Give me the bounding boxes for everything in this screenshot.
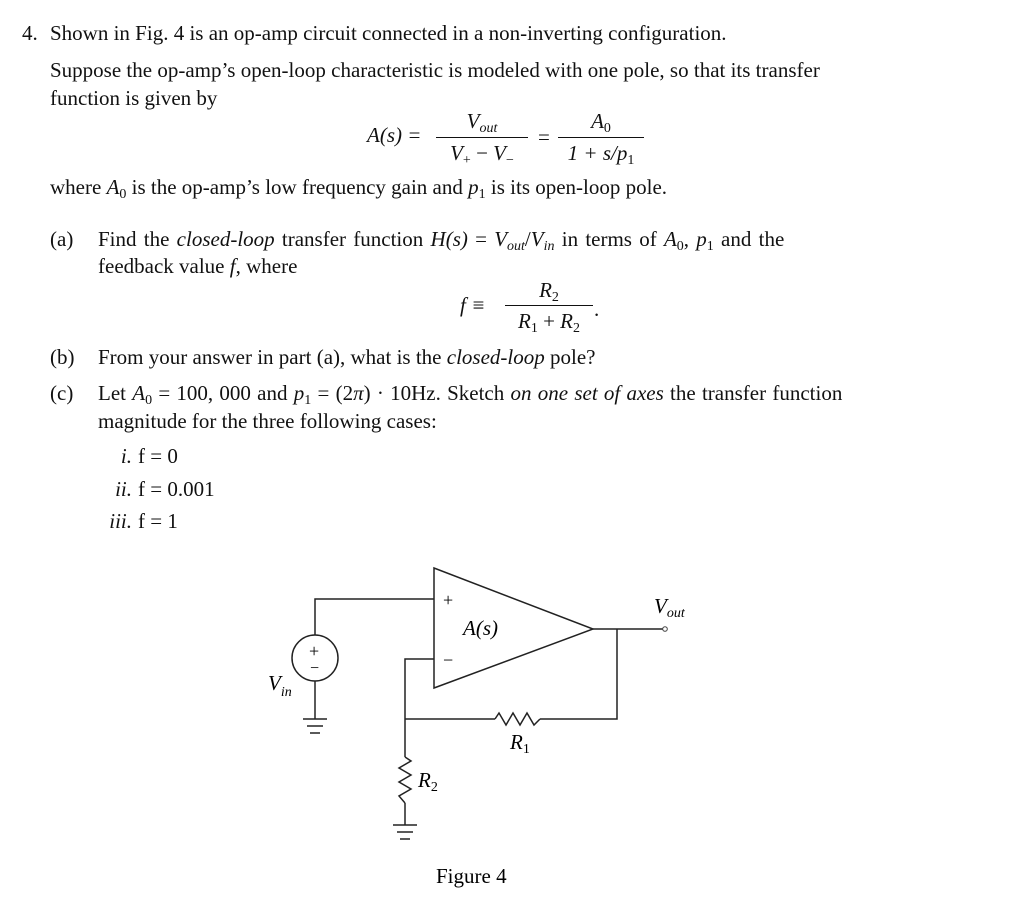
subscript: 1: [627, 153, 635, 168]
emphasis: closed-loop: [446, 345, 545, 369]
subscript: 0: [119, 187, 127, 202]
case-text: f = 0: [138, 444, 178, 468]
part-a-label: (a): [50, 227, 74, 251]
text: in terms of: [554, 227, 664, 251]
operator: −: [470, 141, 494, 165]
emphasis: closed-loop: [176, 227, 275, 251]
subscript: out: [666, 606, 685, 621]
text: Find the: [98, 227, 177, 251]
wire-inverting: [405, 659, 434, 757]
emphasis: on one set of axes: [510, 381, 664, 405]
subscript: in: [543, 239, 555, 254]
p-symbol: p: [468, 175, 479, 199]
opamp-label: A(s): [463, 616, 498, 640]
text: is the op-amp’s low frequency gain and: [126, 175, 469, 199]
r-symbol: R: [539, 278, 552, 302]
v-symbol: V: [493, 141, 506, 165]
v-symbol: V: [530, 227, 544, 251]
subscript: +: [462, 153, 471, 168]
text: the transfer function: [663, 381, 843, 405]
eq-equals: =: [538, 125, 550, 149]
text: is its open-loop pole.: [485, 175, 668, 199]
problem-intro: Shown in Fig. 4 is an op-amp circuit connected in a non-inverting configuration.: [50, 21, 727, 45]
minus-input-label: −: [443, 650, 454, 670]
subscript: 0: [603, 121, 611, 136]
problem-number: 4.: [22, 21, 38, 45]
r-symbol: R: [560, 309, 573, 333]
figure-caption: Figure 4: [436, 864, 507, 888]
f-symbol: f: [229, 254, 236, 278]
denominator: 1 + s/p: [567, 141, 628, 165]
v-symbol: V: [654, 594, 667, 618]
subscript: 1: [706, 239, 714, 254]
p-symbol: p: [293, 381, 305, 405]
a-symbol: A: [663, 227, 677, 251]
subscript: in: [280, 685, 292, 700]
subscript: 1: [522, 742, 530, 757]
resistor-r1: [495, 713, 540, 725]
subscript: −: [506, 153, 514, 168]
v-symbol: V: [466, 109, 480, 133]
text: pole?: [544, 345, 596, 369]
resistor-r2: [399, 757, 411, 803]
source-plus: +: [309, 641, 320, 661]
wire-feedback: [540, 629, 617, 719]
ground-icon: [393, 825, 417, 839]
text: Let: [98, 381, 133, 405]
paragraph-line-1: Suppose the op-amp’s open-loop characteristic is modeled with one pole, so that its transfer: [50, 58, 820, 82]
subscript: 1: [478, 187, 486, 202]
a-symbol: A: [591, 109, 604, 133]
eq-lhs: A(s) =: [367, 123, 422, 147]
subscript: 1: [304, 393, 312, 408]
text: and the: [713, 227, 785, 251]
a-symbol: A: [132, 381, 146, 405]
v-symbol: V: [268, 671, 281, 695]
h-symbol: H(s): [430, 227, 468, 251]
vin-label: [268, 671, 292, 700]
r-symbol: R: [518, 309, 531, 333]
opamp-triangle: [434, 568, 593, 688]
subscript: out: [507, 239, 525, 254]
case-label: ii.: [115, 477, 132, 501]
text: where: [50, 175, 107, 199]
part-c-label: (c): [50, 381, 74, 405]
ground-icon: [303, 719, 327, 733]
p-symbol: p: [696, 227, 707, 251]
v-symbol: V: [450, 141, 463, 165]
subscript: 0: [145, 393, 153, 408]
subscript: 1: [530, 321, 538, 336]
source-minus: −: [310, 660, 320, 677]
text: , where: [235, 254, 298, 278]
plus-input-label: +: [443, 590, 454, 610]
r1-label: [509, 730, 530, 757]
text: /: [524, 227, 531, 251]
a-symbol: A: [106, 175, 120, 199]
pi-symbol: π: [353, 381, 364, 405]
paragraph-line-2: function is given by: [50, 86, 218, 110]
case-label: i.: [120, 444, 132, 468]
text: ) · 10Hz. Sketch: [363, 381, 511, 405]
v-symbol: V: [494, 227, 508, 251]
text: From your answer in part (a), what is the: [98, 345, 447, 369]
text: = 100, 000 and: [152, 381, 294, 405]
case-text: f = 1: [138, 509, 178, 533]
case-text: f = 0.001: [138, 477, 215, 501]
text: feedback value: [98, 254, 230, 278]
text: = (2: [311, 381, 354, 405]
wire-noninverting: [315, 599, 434, 635]
case-label: iii.: [109, 509, 132, 533]
vout-label: [654, 594, 686, 621]
subscript: 0: [676, 239, 684, 254]
r-symbol: R: [418, 768, 431, 792]
subscript: 2: [551, 290, 559, 305]
r-symbol: R: [510, 730, 523, 754]
output-terminal: [663, 627, 668, 632]
subscript: 2: [573, 321, 580, 336]
r2-label: [417, 768, 438, 795]
f-lhs: f ≡: [460, 293, 486, 317]
text: =: [467, 227, 495, 251]
operator: +: [537, 309, 561, 333]
part-b-label: (b): [50, 345, 75, 369]
text: transfer function: [274, 227, 431, 251]
subscript: out: [479, 121, 498, 136]
part-c-line-2: magnitude for the three following cases:: [98, 409, 437, 433]
subscript: 2: [430, 780, 438, 795]
f-dot: .: [594, 297, 600, 321]
text: ,: [683, 227, 697, 251]
